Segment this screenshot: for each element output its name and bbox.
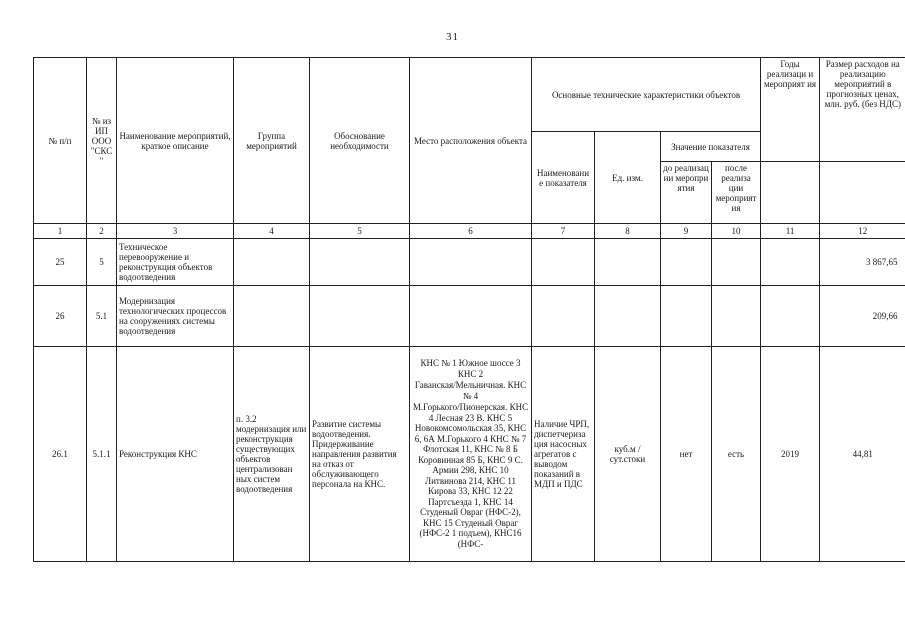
row-indicator bbox=[532, 286, 595, 347]
column-number: 5 bbox=[310, 224, 410, 239]
row-unit bbox=[595, 286, 661, 347]
column-number: 6 bbox=[410, 224, 532, 239]
column-number: 7 bbox=[532, 224, 595, 239]
row-num: 25 bbox=[34, 239, 87, 286]
row-ip-num: 5.1.1 bbox=[87, 347, 117, 562]
row-year bbox=[761, 239, 820, 286]
column-number-row bbox=[34, 224, 905, 239]
row-year bbox=[761, 286, 820, 347]
row-cost: 44,81 bbox=[820, 347, 905, 562]
row-indicator bbox=[532, 239, 595, 286]
location-entry: КНС № 1 Южное шоссе 3 КНС 2 bbox=[420, 358, 521, 379]
row-location bbox=[410, 347, 532, 562]
row-name: Реконструкция КНС bbox=[117, 347, 234, 562]
row-unit bbox=[595, 239, 661, 286]
row-group bbox=[234, 286, 310, 347]
row-location bbox=[410, 239, 532, 286]
column-number: 8 bbox=[595, 224, 661, 239]
row-unit: куб.м /сут.стоки bbox=[595, 347, 661, 562]
column-number: 11 bbox=[761, 224, 820, 239]
header-reason: Обоснование необходимости bbox=[310, 58, 410, 224]
header-indicator: Наименовани е показателя bbox=[532, 132, 595, 224]
header-after: после реализа ции мероприятия bbox=[712, 162, 761, 224]
header-years-cont bbox=[761, 162, 820, 224]
table-row bbox=[34, 347, 905, 562]
measures-table bbox=[33, 57, 905, 562]
row-reason bbox=[310, 239, 410, 286]
row-num: 26.1 bbox=[34, 347, 87, 562]
row-group bbox=[234, 239, 310, 286]
table-row bbox=[34, 286, 905, 347]
row-before bbox=[661, 286, 712, 347]
page-number: 31 bbox=[446, 31, 459, 43]
row-cost: 209,66 bbox=[820, 286, 905, 347]
table-row bbox=[34, 239, 905, 286]
row-cost: 3 867,65 bbox=[820, 239, 905, 286]
row-before: нет bbox=[661, 347, 712, 562]
row-ip-num: 5.1 bbox=[87, 286, 117, 347]
header-location: Место расположения объекта bbox=[410, 58, 532, 224]
column-number: 4 bbox=[234, 224, 310, 239]
row-before bbox=[661, 239, 712, 286]
location-entry: Гаванская/Мельничная. КНС № 4 bbox=[414, 380, 527, 401]
row-year: 2019 bbox=[761, 347, 820, 562]
header-unit: Ед. изм. bbox=[595, 132, 661, 224]
header-cost: Размер расходов на реализацию мероприятий в прогнозных ценах, млн. руб. (без НДС) bbox=[820, 58, 905, 162]
column-number: 9 bbox=[661, 224, 712, 239]
header-group: Группа мероприятий bbox=[234, 58, 310, 224]
location-entry: М.Горького/Пионерская. КНС 4 Лесная 23 В. КНС 5 Новокомсомольская 35, КНС 6, 6А М.Горького 4 КНС № 7 Флотская 11, КНС № 8 Б Коровинная 85 Б, КНС 9 С. Армии 298, КНС 10 Литвинова 214, КНС 11 Кирова 33, КНС 12 22 Партсъезда 1, КНС 14 Студеный Овраг (НФС-2), КНС 15 Студеный Овраг (НФС-2 1 подъем), КНС16 (НФС- bbox=[412, 402, 529, 549]
header-cost-cont bbox=[820, 162, 905, 224]
column-number: 2 bbox=[87, 224, 117, 239]
row-name: Техническое перевооружение и реконструкция объектов водоотведения bbox=[117, 239, 234, 286]
header-num: № п/п bbox=[34, 58, 87, 224]
column-number: 12 bbox=[820, 224, 905, 239]
row-after bbox=[712, 286, 761, 347]
row-indicator: Наличие ЧРП, диспетчериза ция насосных агрегатов с выводом показаний в МДП и ПДС bbox=[532, 347, 595, 562]
header-name: Наименование мероприятий, краткое описание bbox=[117, 58, 234, 224]
row-name: Модернизация технологических процессов на сооружениях системы водоотведения bbox=[117, 286, 234, 347]
header-ip-num: № из ИП ООО "СКС" bbox=[87, 58, 117, 224]
row-ip-num: 5 bbox=[87, 239, 117, 286]
row-reason: Развитие системы водоотведения. Придерживание направления развития на отказ от обслуживающего персонала на КНС. bbox=[310, 347, 410, 562]
column-number: 3 bbox=[117, 224, 234, 239]
row-after: есть bbox=[712, 347, 761, 562]
row-location bbox=[410, 286, 532, 347]
column-number: 10 bbox=[712, 224, 761, 239]
header-years: Годы реализаци и мероприят ия bbox=[761, 58, 820, 162]
header-before: до реализац ии меропри ятия bbox=[661, 162, 712, 224]
row-num: 26 bbox=[34, 286, 87, 347]
header-value-group: Значение показателя bbox=[661, 132, 761, 162]
row-group: п. 3.2 модернизация или реконструкция существующих объектов централизован ных систем водоотведения bbox=[234, 347, 310, 562]
column-number: 1 bbox=[34, 224, 87, 239]
header-tech-group: Основные технические характеристики объектов bbox=[532, 58, 761, 132]
row-reason bbox=[310, 286, 410, 347]
row-after bbox=[712, 239, 761, 286]
